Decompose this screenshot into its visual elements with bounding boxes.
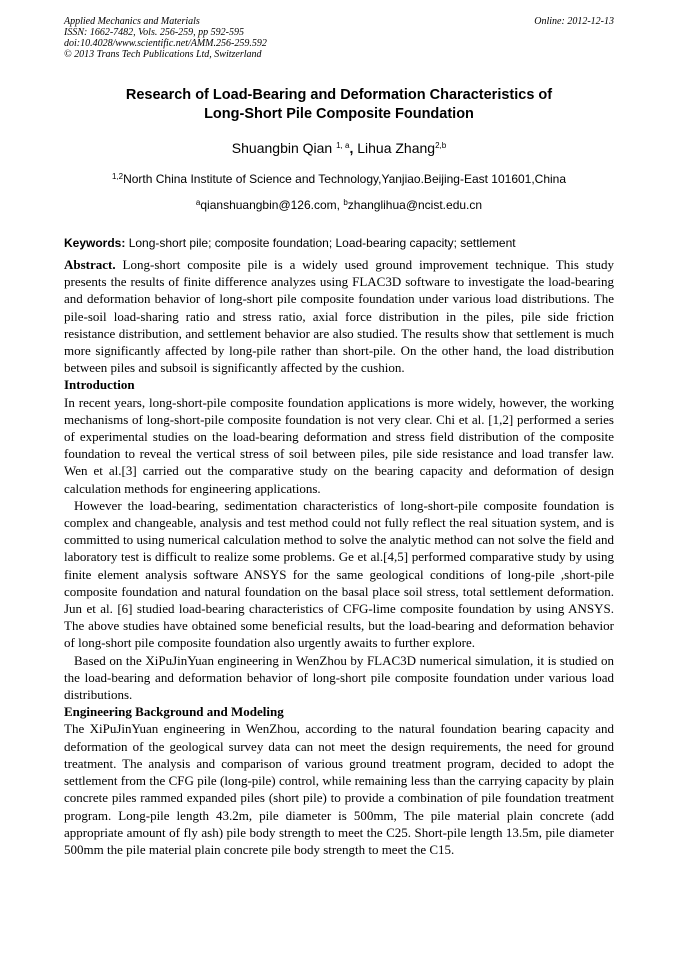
affiliation [64, 172, 614, 186]
journal-name: Applied Mechanics and Materials [64, 16, 200, 27]
author-1-name: Shuangbin Qian [231, 140, 333, 156]
affiliation-sup: 1,2 [111, 172, 124, 181]
abstract [64, 256, 614, 376]
introduction-paragraph-1: In recent years, long-short-pile composite foundation applications is more widely, however, the working mechanisms of long-short-pile composite foundation is not very clear. Chi et al. [1,2] performed a series of experimental studies on the load-bearing deformation and stress field distribution of the composite foundation to reveal the vertical stress of soil between piles, pile side resistance and load transfer law. Wen et al.[3] carried out the comparative study on the bearing capacity and deformation of design calculation methods for engineering applications. [64, 394, 614, 496]
author-2-name: Lihua Zhang [357, 140, 436, 156]
email-a-sup: a [195, 198, 201, 207]
copyright-line: © 2013 Trans Tech Publications Ltd, Switzerland [64, 49, 262, 60]
keywords [64, 236, 614, 250]
email-a[interactable]: qianshuangbin@126.com, [200, 198, 344, 212]
email-b[interactable]: zhanglihua@ncist.edu.cn [347, 198, 483, 212]
background-heading: Engineering Background and Modeling [64, 704, 284, 720]
title-line-2: Long-Short Pile Composite Foundation [204, 106, 474, 122]
keywords-text: Long-short pile; composite foundation; Load-bearing capacity; settlement [125, 236, 516, 250]
affiliation-text: North China Institute of Science and Technology,Yanjiao.Beijing-East 101601,China [123, 172, 567, 186]
publication-header [64, 16, 614, 60]
author-list [64, 139, 614, 157]
author-1-sup: 1, a [336, 141, 350, 150]
abstract-label: Abstract. [64, 257, 116, 272]
paper-body [64, 256, 614, 858]
author-2-sup: 2,b [435, 141, 447, 150]
author-emails [64, 198, 614, 212]
issn-line: ISSN: 1662-7482, Vols. 256-259, pp 592-595 [64, 27, 244, 38]
email-b-sup: b [343, 198, 348, 207]
background-paragraph-1: The XiPuJinYuan engineering in WenZhou, according to the natural foundation bearing capacity and deformation of the geological survey data can not meet the design requirements, the need for ground treatment. The analysis and comparison of various ground treatment program, decided to adopt the settlement from the CFG pile (long-pile) control, while remaining less than the carrying capacity by plain concrete piles rammed expanded piles (short pile) to provide a combination of pile foundation treatment program. Long-pile length 43.2m, pile diameter is 500mm, The pile material plain concrete (add appropriate amount of fly ash) pile body strength to meet the C25. Short-pile length 13.5m, pile diameter 500mm the pile material plain concrete pile body strength to meet the C15. [64, 721, 614, 857]
introduction-paragraph-3: Based on the XiPuJinYuan engineering in WenZhou by FLAC3D numerical simulation, it is studied on the load-bearing and deformation behavior of long-short pile composite foundation under various load distributions. [64, 652, 614, 703]
abstract-text: Long-short composite pile is a widely used ground improvement technique. This study presents the results of finite difference analyzes using FLAC3D software to investigate the load-bearing and deformation behavior of long-short pile composite foundation under various load distributions. The pile-soil load-sharing ratio and stress ratio, axial force distribution in the piles, pile side friction resistance distribution, and settlement behavior are also studied. The results show that settlement is much more significantly affected by long-pile rather than short-pile. On the other hand, the load distribution between piles and subsoil is significantly affected by the cushion. [64, 257, 614, 376]
title-line-1: Research of Load-Bearing and Deformation Characteristics of [125, 87, 553, 103]
author-separator: , [349, 140, 354, 156]
introduction-paragraph-2: However the load-bearing, sedimentation characteristics of long-short-pile composite foundation is complex and changeable, analysis and test method could not fully reflect the real situation system, and is committed to using numerical calculation method to solve the analytic method can not solve the field and laboratory test is difficult to realize some problems. Ge et al.[4,5] performed comparative study by using finite element analysis software ANSYS for the same geological conditions of long-pile ,short-pile composite foundation and natural foundation on the basal place soil stress, total settlement deformation. Jun et al. [6] studied load-bearing characteristics of CFG-lime composite foundation by using ANSYS. The above studies have obtained some beneficial results, but the load-bearing and deformation behavior of long-short pile composite foundation also urgently awaits to further explore. [64, 497, 614, 651]
doi-line: doi:10.4028/www.scientific.net/AMM.256-259.592 [64, 38, 267, 49]
introduction-heading: Introduction [64, 377, 135, 393]
paper-title [64, 86, 614, 124]
online-date: Online: 2012-12-13 [534, 16, 614, 27]
keywords-label: Keywords: [64, 236, 126, 250]
